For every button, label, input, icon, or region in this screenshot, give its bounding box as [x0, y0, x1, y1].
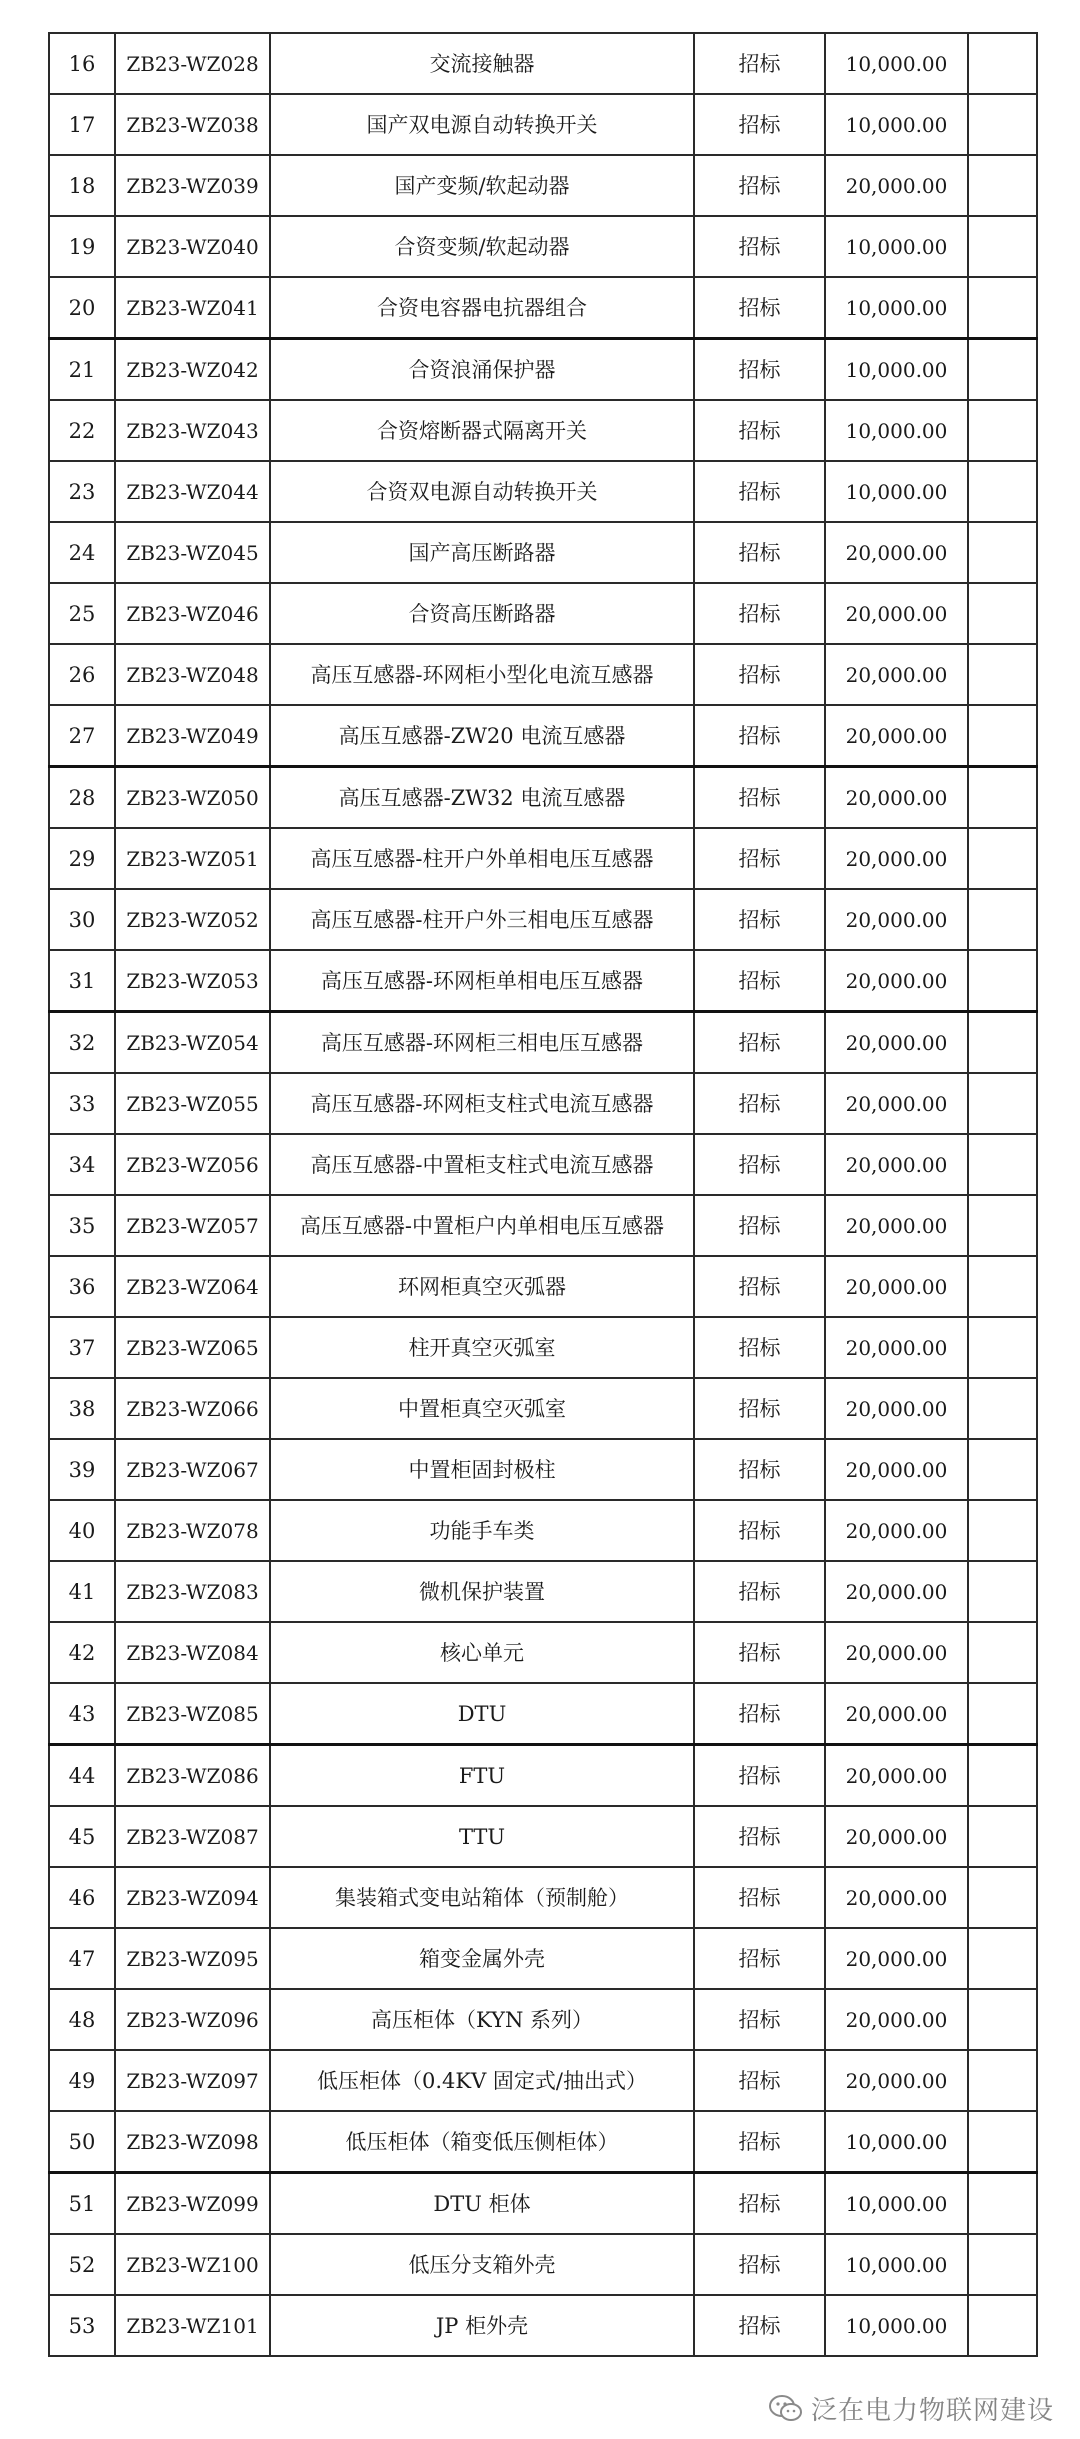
- cell-procurement-method: 招标: [694, 1683, 825, 1745]
- cell-item-name: 环网柜真空灭弧器: [270, 1256, 694, 1317]
- cell-item-name: 低压柜体（0.4KV 固定式/抽出式）: [270, 2050, 694, 2111]
- cell-procurement-method: 招标: [694, 705, 825, 767]
- cell-remark: [968, 1989, 1037, 2050]
- cell-amount: 10,000.00: [825, 400, 968, 461]
- cell-item-name: 柱开真空灭弧室: [270, 1317, 694, 1378]
- cell-item-name: 高压互感器-中置柜支柱式电流互感器: [270, 1134, 694, 1195]
- table-row: [49, 889, 1037, 950]
- cell-number: 38: [49, 1378, 115, 1439]
- table-row: [49, 583, 1037, 644]
- cell-amount: 20,000.00: [825, 155, 968, 216]
- cell-amount: 20,000.00: [825, 1622, 968, 1683]
- cell-procurement-method: 招标: [694, 2111, 825, 2173]
- table-row: [49, 2234, 1037, 2295]
- table-row: [49, 1989, 1037, 2050]
- cell-procurement-method: 招标: [694, 33, 825, 94]
- cell-remark: [968, 767, 1037, 829]
- cell-remark: [968, 1745, 1037, 1807]
- table-row: [49, 339, 1037, 401]
- cell-code: ZB23-WZ066: [115, 1378, 270, 1439]
- cell-procurement-method: 招标: [694, 1256, 825, 1317]
- cell-amount: 10,000.00: [825, 33, 968, 94]
- table-row: [49, 1317, 1037, 1378]
- cell-code: ZB23-WZ065: [115, 1317, 270, 1378]
- cell-remark: [968, 1500, 1037, 1561]
- table-row: [49, 1806, 1037, 1867]
- cell-item-name: 高压互感器-ZW20 电流互感器: [270, 705, 694, 767]
- cell-remark: [968, 1256, 1037, 1317]
- cell-remark: [968, 1317, 1037, 1378]
- table-row: [49, 1683, 1037, 1745]
- cell-code: ZB23-WZ040: [115, 216, 270, 277]
- cell-item-name: 高压互感器-环网柜支柱式电流互感器: [270, 1073, 694, 1134]
- cell-procurement-method: 招标: [694, 2050, 825, 2111]
- cell-procurement-method: 招标: [694, 1439, 825, 1500]
- cell-number: 40: [49, 1500, 115, 1561]
- cell-procurement-method: 招标: [694, 1378, 825, 1439]
- cell-procurement-method: 招标: [694, 216, 825, 277]
- cell-procurement-method: 招标: [694, 522, 825, 583]
- cell-procurement-method: 招标: [694, 1989, 825, 2050]
- cell-item-name: 微机保护装置: [270, 1561, 694, 1622]
- cell-procurement-method: 招标: [694, 1012, 825, 1074]
- cell-procurement-method: 招标: [694, 1806, 825, 1867]
- cell-procurement-method: 招标: [694, 277, 825, 339]
- cell-amount: 20,000.00: [825, 1378, 968, 1439]
- cell-item-name: FTU: [270, 1745, 694, 1807]
- cell-item-name: 高压互感器-环网柜单相电压互感器: [270, 950, 694, 1012]
- cell-amount: 10,000.00: [825, 2234, 968, 2295]
- cell-procurement-method: 招标: [694, 828, 825, 889]
- cell-procurement-method: 招标: [694, 1745, 825, 1807]
- cell-code: ZB23-WZ051: [115, 828, 270, 889]
- cell-item-name: 高压互感器-环网柜小型化电流互感器: [270, 644, 694, 705]
- cell-item-name: DTU 柜体: [270, 2173, 694, 2235]
- cell-item-name: 中置柜固封极柱: [270, 1439, 694, 1500]
- cell-code: ZB23-WZ038: [115, 94, 270, 155]
- cell-item-name: 中置柜真空灭弧室: [270, 1378, 694, 1439]
- cell-item-name: DTU: [270, 1683, 694, 1745]
- cell-remark: [968, 1928, 1037, 1989]
- table-row: [49, 155, 1037, 216]
- cell-number: 47: [49, 1928, 115, 1989]
- cell-item-name: 低压分支箱外壳: [270, 2234, 694, 2295]
- table-row: [49, 705, 1037, 767]
- table-row: [49, 1745, 1037, 1807]
- cell-number: 39: [49, 1439, 115, 1500]
- cell-number: 41: [49, 1561, 115, 1622]
- cell-code: ZB23-WZ101: [115, 2295, 270, 2356]
- cell-number: 29: [49, 828, 115, 889]
- cell-number: 27: [49, 705, 115, 767]
- cell-item-name: 交流接触器: [270, 33, 694, 94]
- cell-code: ZB23-WZ053: [115, 950, 270, 1012]
- cell-code: ZB23-WZ096: [115, 1989, 270, 2050]
- cell-remark: [968, 1561, 1037, 1622]
- cell-number: 51: [49, 2173, 115, 2235]
- cell-item-name: 合资双电源自动转换开关: [270, 461, 694, 522]
- cell-number: 19: [49, 216, 115, 277]
- cell-number: 33: [49, 1073, 115, 1134]
- cell-item-name: 高压柜体（KYN 系列）: [270, 1989, 694, 2050]
- cell-remark: [968, 1806, 1037, 1867]
- cell-remark: [968, 1134, 1037, 1195]
- cell-remark: [968, 2173, 1037, 2235]
- cell-code: ZB23-WZ041: [115, 277, 270, 339]
- cell-amount: 20,000.00: [825, 1317, 968, 1378]
- cell-remark: [968, 522, 1037, 583]
- cell-amount: 20,000.00: [825, 522, 968, 583]
- cell-code: ZB23-WZ095: [115, 1928, 270, 1989]
- cell-number: 22: [49, 400, 115, 461]
- table-row: [49, 1134, 1037, 1195]
- cell-remark: [968, 644, 1037, 705]
- cell-amount: 20,000.00: [825, 1134, 968, 1195]
- cell-item-name: 集装箱式变电站箱体（预制舱）: [270, 1867, 694, 1928]
- cell-number: 49: [49, 2050, 115, 2111]
- cell-remark: [968, 705, 1037, 767]
- cell-procurement-method: 招标: [694, 155, 825, 216]
- cell-procurement-method: 招标: [694, 644, 825, 705]
- cell-number: 37: [49, 1317, 115, 1378]
- cell-number: 23: [49, 461, 115, 522]
- cell-remark: [968, 2111, 1037, 2173]
- table-row: [49, 1012, 1037, 1074]
- cell-procurement-method: 招标: [694, 94, 825, 155]
- cell-code: ZB23-WZ028: [115, 33, 270, 94]
- cell-code: ZB23-WZ043: [115, 400, 270, 461]
- cell-procurement-method: 招标: [694, 1500, 825, 1561]
- cell-amount: 20,000.00: [825, 1745, 968, 1807]
- cell-code: ZB23-WZ100: [115, 2234, 270, 2295]
- cell-remark: [968, 1378, 1037, 1439]
- cell-item-name: 合资熔断器式隔离开关: [270, 400, 694, 461]
- cell-amount: 20,000.00: [825, 1928, 968, 1989]
- cell-remark: [968, 461, 1037, 522]
- cell-remark: [968, 1867, 1037, 1928]
- cell-number: 21: [49, 339, 115, 401]
- cell-number: 31: [49, 950, 115, 1012]
- cell-amount: 20,000.00: [825, 1012, 968, 1074]
- cell-remark: [968, 2295, 1037, 2356]
- cell-amount: 10,000.00: [825, 277, 968, 339]
- watermark-text: 泛在电力物联网建设: [810, 2396, 1054, 2426]
- cell-procurement-method: 招标: [694, 583, 825, 644]
- cell-remark: [968, 1683, 1037, 1745]
- cell-code: ZB23-WZ039: [115, 155, 270, 216]
- table-row: [49, 216, 1037, 277]
- cell-procurement-method: 招标: [694, 2173, 825, 2235]
- cell-number: 48: [49, 1989, 115, 2050]
- cell-remark: [968, 277, 1037, 339]
- cell-code: ZB23-WZ044: [115, 461, 270, 522]
- cell-number: 36: [49, 1256, 115, 1317]
- cell-procurement-method: 招标: [694, 1134, 825, 1195]
- table-row: [49, 277, 1037, 339]
- procurement-table-page: [48, 32, 1036, 2357]
- cell-number: 52: [49, 2234, 115, 2295]
- table-row: [49, 950, 1037, 1012]
- cell-code: ZB23-WZ094: [115, 1867, 270, 1928]
- cell-item-name: 合资变频/软起动器: [270, 216, 694, 277]
- cell-code: ZB23-WZ052: [115, 889, 270, 950]
- cell-item-name: 合资电容器电抗器组合: [270, 277, 694, 339]
- cell-procurement-method: 招标: [694, 767, 825, 829]
- cell-item-name: 合资高压断路器: [270, 583, 694, 644]
- cell-number: 24: [49, 522, 115, 583]
- cell-remark: [968, 583, 1037, 644]
- table-row: [49, 1622, 1037, 1683]
- cell-amount: 20,000.00: [825, 1439, 968, 1500]
- cell-item-name: 箱变金属外壳: [270, 1928, 694, 1989]
- cell-amount: 10,000.00: [825, 461, 968, 522]
- cell-code: ZB23-WZ056: [115, 1134, 270, 1195]
- cell-procurement-method: 招标: [694, 2234, 825, 2295]
- table-row: [49, 1561, 1037, 1622]
- cell-code: ZB23-WZ083: [115, 1561, 270, 1622]
- cell-number: 18: [49, 155, 115, 216]
- cell-procurement-method: 招标: [694, 461, 825, 522]
- cell-item-name: 高压互感器-柱开户外三相电压互感器: [270, 889, 694, 950]
- cell-number: 25: [49, 583, 115, 644]
- cell-item-name: 高压互感器-柱开户外单相电压互感器: [270, 828, 694, 889]
- cell-code: ZB23-WZ049: [115, 705, 270, 767]
- cell-remark: [968, 339, 1037, 401]
- cell-code: ZB23-WZ050: [115, 767, 270, 829]
- cell-code: ZB23-WZ042: [115, 339, 270, 401]
- cell-amount: 20,000.00: [825, 644, 968, 705]
- table-row: [49, 2050, 1037, 2111]
- table-row: [49, 522, 1037, 583]
- cell-amount: 20,000.00: [825, 889, 968, 950]
- cell-procurement-method: 招标: [694, 950, 825, 1012]
- cell-number: 20: [49, 277, 115, 339]
- cell-remark: [968, 94, 1037, 155]
- table-row: [49, 1256, 1037, 1317]
- cell-code: ZB23-WZ097: [115, 2050, 270, 2111]
- cell-code: ZB23-WZ086: [115, 1745, 270, 1807]
- cell-number: 43: [49, 1683, 115, 1745]
- table-row: [49, 1195, 1037, 1256]
- table-row: [49, 461, 1037, 522]
- cell-amount: 20,000.00: [825, 1806, 968, 1867]
- cell-item-name: 国产高压断路器: [270, 522, 694, 583]
- cell-amount: 10,000.00: [825, 94, 968, 155]
- cell-number: 16: [49, 33, 115, 94]
- cell-remark: [968, 1012, 1037, 1074]
- cell-number: 46: [49, 1867, 115, 1928]
- cell-number: 42: [49, 1622, 115, 1683]
- cell-amount: 20,000.00: [825, 950, 968, 1012]
- cell-number: 32: [49, 1012, 115, 1074]
- cell-code: ZB23-WZ055: [115, 1073, 270, 1134]
- cell-item-name: 核心单元: [270, 1622, 694, 1683]
- cell-procurement-method: 招标: [694, 2295, 825, 2356]
- cell-remark: [968, 2234, 1037, 2295]
- table-row: [49, 828, 1037, 889]
- table-row: [49, 2111, 1037, 2173]
- cell-amount: 10,000.00: [825, 2111, 968, 2173]
- cell-remark: [968, 1073, 1037, 1134]
- cell-item-name: TTU: [270, 1806, 694, 1867]
- cell-amount: 20,000.00: [825, 1989, 968, 2050]
- table-row: [49, 1378, 1037, 1439]
- cell-number: 44: [49, 1745, 115, 1807]
- cell-code: ZB23-WZ048: [115, 644, 270, 705]
- cell-remark: [968, 155, 1037, 216]
- cell-remark: [968, 828, 1037, 889]
- cell-amount: 20,000.00: [825, 583, 968, 644]
- cell-number: 17: [49, 94, 115, 155]
- cell-item-name: 高压互感器-中置柜户内单相电压互感器: [270, 1195, 694, 1256]
- cell-procurement-method: 招标: [694, 1867, 825, 1928]
- cell-code: ZB23-WZ099: [115, 2173, 270, 2235]
- cell-procurement-method: 招标: [694, 889, 825, 950]
- cell-amount: 20,000.00: [825, 767, 968, 829]
- watermark: [769, 2390, 1054, 2427]
- cell-amount: 20,000.00: [825, 705, 968, 767]
- table-row: [49, 400, 1037, 461]
- cell-item-name: 国产变频/软起动器: [270, 155, 694, 216]
- cell-remark: [968, 889, 1037, 950]
- cell-amount: 20,000.00: [825, 1867, 968, 1928]
- cell-code: ZB23-WZ078: [115, 1500, 270, 1561]
- cell-number: 34: [49, 1134, 115, 1195]
- table-body: [49, 33, 1037, 2356]
- cell-amount: 10,000.00: [825, 339, 968, 401]
- cell-code: ZB23-WZ064: [115, 1256, 270, 1317]
- cell-amount: 20,000.00: [825, 828, 968, 889]
- cell-remark: [968, 1622, 1037, 1683]
- cell-procurement-method: 招标: [694, 1928, 825, 1989]
- table-row: [49, 1439, 1037, 1500]
- table-row: [49, 1867, 1037, 1928]
- cell-amount: 20,000.00: [825, 1073, 968, 1134]
- cell-amount: 20,000.00: [825, 1561, 968, 1622]
- cell-item-name: 低压柜体（箱变低压侧柜体）: [270, 2111, 694, 2173]
- cell-remark: [968, 1439, 1037, 1500]
- cell-procurement-method: 招标: [694, 1561, 825, 1622]
- cell-procurement-method: 招标: [694, 1622, 825, 1683]
- cell-item-name: 合资浪涌保护器: [270, 339, 694, 401]
- cell-amount: 20,000.00: [825, 1500, 968, 1561]
- cell-code: ZB23-WZ085: [115, 1683, 270, 1745]
- cell-code: ZB23-WZ054: [115, 1012, 270, 1074]
- cell-code: ZB23-WZ087: [115, 1806, 270, 1867]
- cell-procurement-method: 招标: [694, 1317, 825, 1378]
- cell-code: ZB23-WZ084: [115, 1622, 270, 1683]
- table-row: [49, 1500, 1037, 1561]
- table-row: [49, 2295, 1037, 2356]
- table-row: [49, 33, 1037, 94]
- table-row: [49, 644, 1037, 705]
- cell-remark: [968, 1195, 1037, 1256]
- cell-item-name: 国产双电源自动转换开关: [270, 94, 694, 155]
- cell-item-name: JP 柜外壳: [270, 2295, 694, 2356]
- wechat-icon: [769, 2394, 803, 2424]
- cell-remark: [968, 400, 1037, 461]
- cell-number: 45: [49, 1806, 115, 1867]
- cell-number: 35: [49, 1195, 115, 1256]
- cell-procurement-method: 招标: [694, 1195, 825, 1256]
- cell-amount: 20,000.00: [825, 1256, 968, 1317]
- table-row: [49, 2173, 1037, 2235]
- cell-procurement-method: 招标: [694, 339, 825, 401]
- cell-code: ZB23-WZ046: [115, 583, 270, 644]
- cell-procurement-method: 招标: [694, 400, 825, 461]
- cell-code: ZB23-WZ067: [115, 1439, 270, 1500]
- cell-remark: [968, 33, 1037, 94]
- table-row: [49, 1073, 1037, 1134]
- cell-amount: 20,000.00: [825, 2050, 968, 2111]
- cell-number: 53: [49, 2295, 115, 2356]
- table-row: [49, 94, 1037, 155]
- cell-amount: 20,000.00: [825, 1195, 968, 1256]
- cell-number: 30: [49, 889, 115, 950]
- cell-code: ZB23-WZ057: [115, 1195, 270, 1256]
- table-row: [49, 767, 1037, 829]
- cell-remark: [968, 2050, 1037, 2111]
- cell-code: ZB23-WZ098: [115, 2111, 270, 2173]
- table-row: [49, 1928, 1037, 1989]
- cell-amount: 10,000.00: [825, 2295, 968, 2356]
- cell-item-name: 功能手车类: [270, 1500, 694, 1561]
- cell-remark: [968, 216, 1037, 277]
- procurement-table: [48, 32, 1038, 2357]
- cell-remark: [968, 950, 1037, 1012]
- cell-code: ZB23-WZ045: [115, 522, 270, 583]
- cell-number: 28: [49, 767, 115, 829]
- cell-amount: 10,000.00: [825, 216, 968, 277]
- cell-item-name: 高压互感器-环网柜三相电压互感器: [270, 1012, 694, 1074]
- cell-amount: 10,000.00: [825, 2173, 968, 2235]
- cell-number: 50: [49, 2111, 115, 2173]
- cell-number: 26: [49, 644, 115, 705]
- cell-item-name: 高压互感器-ZW32 电流互感器: [270, 767, 694, 829]
- cell-procurement-method: 招标: [694, 1073, 825, 1134]
- cell-amount: 20,000.00: [825, 1683, 968, 1745]
